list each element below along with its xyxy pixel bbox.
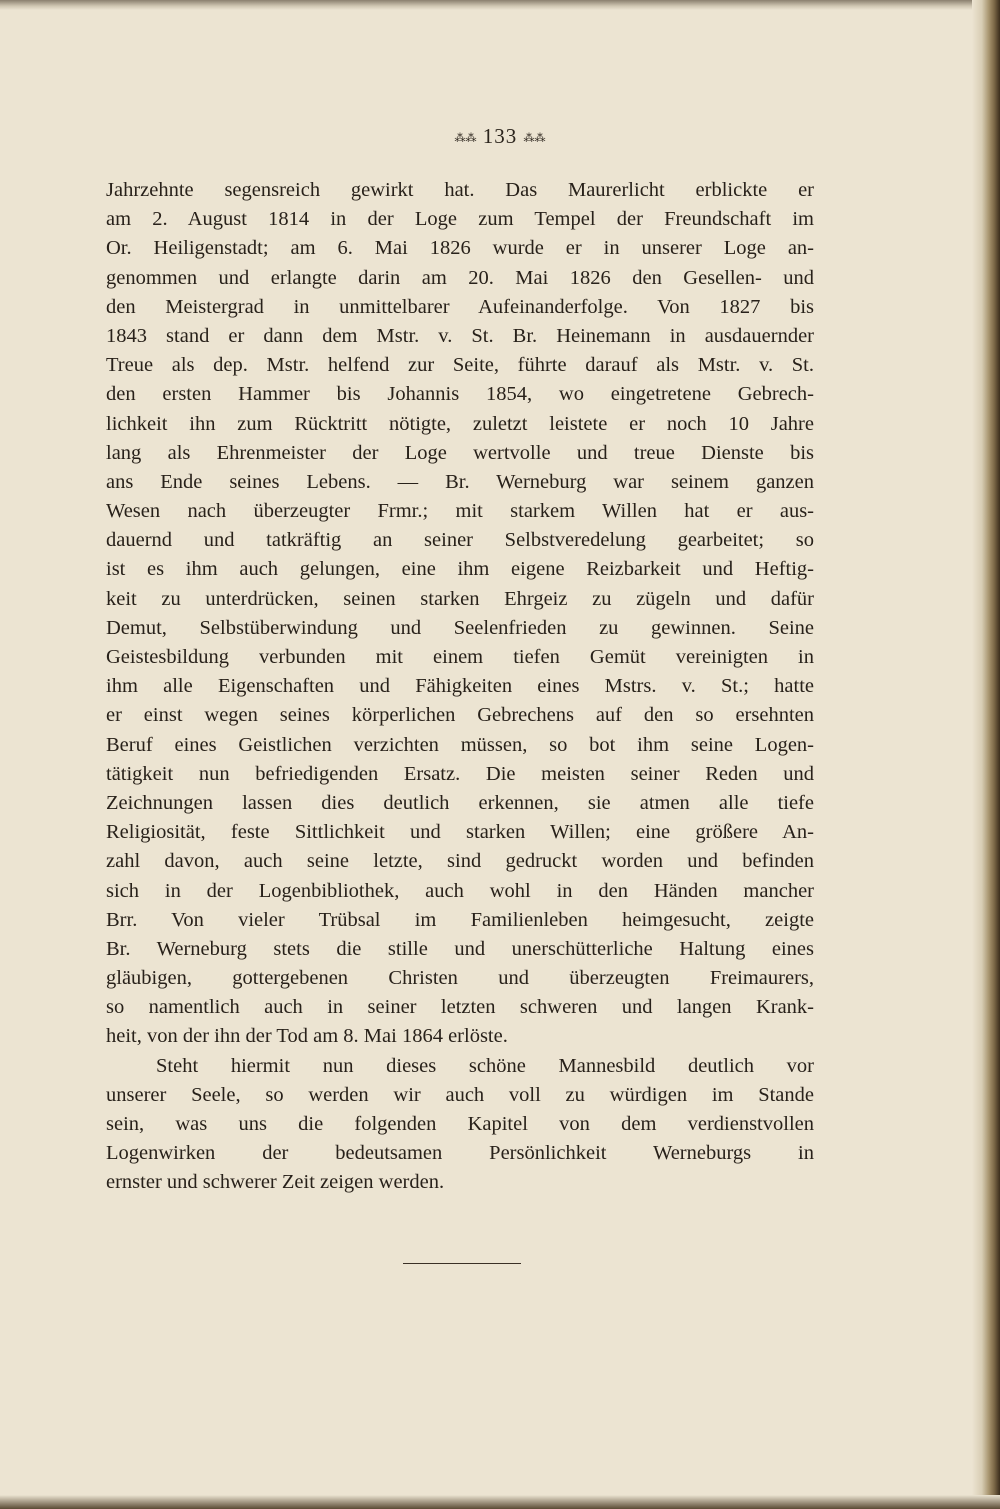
text-line: er einst wegen seines körperlichen Gebrechens auf den so ersehnten [106,704,814,727]
text-line: 1843 stand er dann dem Mstr. v. St. Br. Heinemann in ausdauernder [106,324,814,347]
text-line: Steht hiermit nun dieses schöne Mannesbild deutlich vor [156,1054,814,1077]
text-line: sich in der Logenbibliothek, auch wohl in den Händen mancher [106,879,814,902]
text-line: Demut, Selbstüberwindung und Seelenfrieden zu gewinnen. Seine [106,616,814,639]
body-text [106,176,814,1198]
text-line: genommen und erlangte darin am 20. Mai 1826 den Gesellen- und [106,266,814,289]
end-rule [403,1263,521,1264]
paragraph [106,1052,814,1198]
text-line: Religiosität, feste Sittlichkeit und starken Willen; eine größere An- [106,821,814,844]
text-line: tätigkeit nun befriedigenden Ersatz. Die meisten seiner Reden und [106,762,814,785]
text-line: lang als Ehrenmeister der Loge wertvolle und treue Dienste bis [106,441,814,464]
page-number: 133 [482,124,518,148]
text-line: lichkeit ihn zum Rücktritt nötigte, zuletzt leistete er noch 10 Jahre [106,412,814,435]
text-line: ans Ende seines Lebens. — Br. Werneburg war seinem ganzen [106,470,814,493]
text-line: Zeichnungen lassen dies deutlich erkennen, sie atmen alle tiefe [106,791,814,814]
text-line: ist es ihm auch gelungen, eine ihm eigene Reizbarkeit und Heftig- [106,558,814,581]
text-line: dauernd und tatkräftig an seiner Selbstveredelung gearbeitet; so [106,529,814,552]
page-header [0,124,1000,149]
page-top-edge [0,0,1000,10]
text-line: Jahrzehnte segensreich gewirkt hat. Das Maurerlicht erblickte er [106,179,814,201]
text-line: Wesen nach überzeugter Frmr.; mit starkem Willen hat er aus- [106,500,814,523]
text-line: sein, was uns die folgenden Kapitel von dem verdienstvollen [106,1113,814,1135]
text-line: zahl davon, auch seine letzte, sind gedruckt worden und befinden [106,850,814,873]
text-line: ernster und schwerer Zeit zeigen werden. [106,1171,445,1194]
text-line: Brr. Von vieler Trübsal im Familienleben heimgesucht, zeigte [106,908,814,931]
text-line: Beruf eines Geistlichen verzichten müssen, so bot ihm seine Logen- [106,733,814,756]
text-line: Or. Heiligenstadt; am 6. Mai 1826 wurde er in unserer Loge an- [106,237,814,260]
text-line: am 2. August 1814 in der Loge zum Tempel der Freundschaft im [106,208,814,231]
text-line: gläubigen, gottergebenen Christen und überzeugten Freimaurers, [106,967,814,990]
text-line: unserer Seele, so werden wir auch voll zu würdigen im Stande [106,1083,814,1106]
header-ornament-right: ⁂⁂ [523,132,546,145]
text-line: so namentlich auch in seiner letzten schweren und langen Krank- [106,996,814,1019]
header-ornament-left: ⁂⁂ [454,132,477,145]
text-line: ihm alle Eigenschaften und Fähigkeiten eines Mstrs. v. St.; hatte [106,675,814,698]
text-line: den ersten Hammer bis Johannis 1854, wo eingetretene Gebrech- [106,383,814,406]
text-line: Geistesbildung verbunden mit einem tiefen Gemüt vereinigten in [106,646,814,668]
text-line: heit, von der ihn der Tod am 8. Mai 1864 erlöste. [106,1025,508,1048]
text-line: Br. Werneburg stets die stille und unerschütterliche Haltung eines [106,937,814,960]
page-bottom-edge [0,1495,1000,1509]
text-line: Logenwirken der bedeutsamen Persönlichkeit Werneburgs in [106,1142,814,1165]
text-line: den Meistergrad in unmittelbarer Aufeinanderfolge. Von 1827 bis [106,295,814,318]
text-line: keit zu unterdrücken, seinen starken Ehrgeiz zu zügeln und dafür [106,587,814,610]
book-spine-edge [972,0,1000,1509]
text-line: Treue als dep. Mstr. helfend zur Seite, führte darauf als Mstr. v. St. [106,354,814,377]
paragraph [106,176,814,1052]
